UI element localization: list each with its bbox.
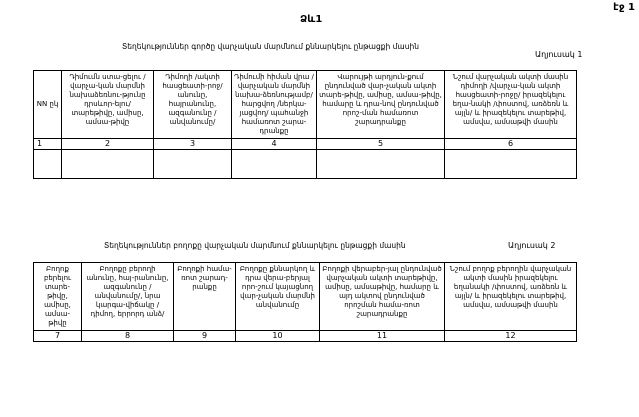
empty-cell xyxy=(62,149,154,178)
table2 xyxy=(33,262,577,342)
page-number: էջ 1 xyxy=(613,2,635,13)
table2-header-cell: Բողոքը բերողի անունը, հայ-րանունը, ազգանունը /անվանումը/, նրա կարգա-վիճակը /դիմող, երրորդ անձ/ xyxy=(82,263,174,331)
table2-header-cell: Բողոքը քննարկող և դրա վերա-բերյալ որո-շում կայացնող վար-չական մարմնի անվանումը xyxy=(236,263,320,331)
table1-number-row xyxy=(34,138,577,149)
table1 xyxy=(33,70,577,179)
column-number: 11 xyxy=(320,330,445,341)
empty-cell xyxy=(445,149,577,178)
column-number: 5 xyxy=(317,138,445,149)
table1-header-cell: NN ըկ xyxy=(34,71,62,139)
table2-header-cell: Նշում բողոք բերողին վարչական ակտի մասին իրազեկելու եղանակի /փոստով, առձեռն և այլն/ և իրազեկելու տարեթիվ, ամսվա, ամսաթվի մասին xyxy=(445,263,577,331)
column-number: 2 xyxy=(62,138,154,149)
column-number: 1 xyxy=(34,138,62,149)
section1-title: Տեղեկություններ գործը վարչական մարմնում քննարկելու ընթացքի մասին xyxy=(122,42,419,51)
table2-header-cell: Բողոքի համա-ռոտ շարադ-րանքը xyxy=(174,263,236,331)
column-number: 9 xyxy=(174,330,236,341)
empty-cell xyxy=(34,149,62,178)
column-number: 6 xyxy=(445,138,577,149)
column-number: 12 xyxy=(445,330,577,341)
column-number: 4 xyxy=(232,138,317,149)
table2-header-row xyxy=(34,263,577,331)
column-number: 8 xyxy=(82,330,174,341)
table1-header-cell: Նշում վարչական ակտի մասին դիմողի /վարչա-կան ակտի հասցեատի-րոջը/ իրազեկելու եղա-նակի /փոստով, առձեռն և այլն/ և իրազեկելու տարեթիվ, ամսվա, ամսաթվի մասին xyxy=(445,71,577,139)
column-number: 3 xyxy=(154,138,232,149)
table1-label: Աղյուսակ 1 xyxy=(535,50,583,59)
table1-header-cell: Դիմողի /ակտի հասցեատի-րոջ/ անունը, հայրանունը, ազգանունը /անվանումը/ xyxy=(154,71,232,139)
table1-header-cell: Դիմումն ստա-ցելու /վարչա-կան մարմնի նախաձեռնու-թյունը դրսևոր-ելու/ տարեթիվը, ամիսը, ամսա-թիվը xyxy=(62,71,154,139)
empty-cell xyxy=(232,149,317,178)
table2-header-cell: Բողոքի վերաբեր-յալ ընդունված վարչական ակտի տարեթիվը, ամիսը, ամսաթիվը, համարը և այդ ակտով ընդունված որոշման համա-ռոտ շարադրանքը xyxy=(320,263,445,331)
column-number: 10 xyxy=(236,330,320,341)
section2-title: Տեղեկություններ բողոքը վարչական մարմնում քննարկելու ընթացքի մասին xyxy=(104,241,406,250)
table1-empty-row xyxy=(34,149,577,178)
column-number: 7 xyxy=(34,330,82,341)
table1-header-cell: Դիմումի հիման վրա /վարչական մարմնի նախա-ձեռնությամբ/ հարցվող /ներկա-յացվող/ պահանջի համառոտ շարա-դրանքը xyxy=(232,71,317,139)
empty-cell xyxy=(317,149,445,178)
form-code: Ձև1 xyxy=(300,14,323,25)
table2-label: Աղյուսակ 2 xyxy=(508,241,556,250)
table2-number-row xyxy=(34,330,577,341)
empty-cell xyxy=(154,149,232,178)
table2-header-cell: Բողոք բերելու տարե-թիվը, ամիսը, ամսա-թիվը xyxy=(34,263,82,331)
table1-header-cell: Վարույթի արդյուն-քում ընդունված վար-չական ակտի տարե-թիվը, ամիսը, ամսա-թիվը, համարը և դրա-նով ընդունված որոշ-ման համառոտ շարադրանքը xyxy=(317,71,445,139)
table1-header-row xyxy=(34,71,577,139)
